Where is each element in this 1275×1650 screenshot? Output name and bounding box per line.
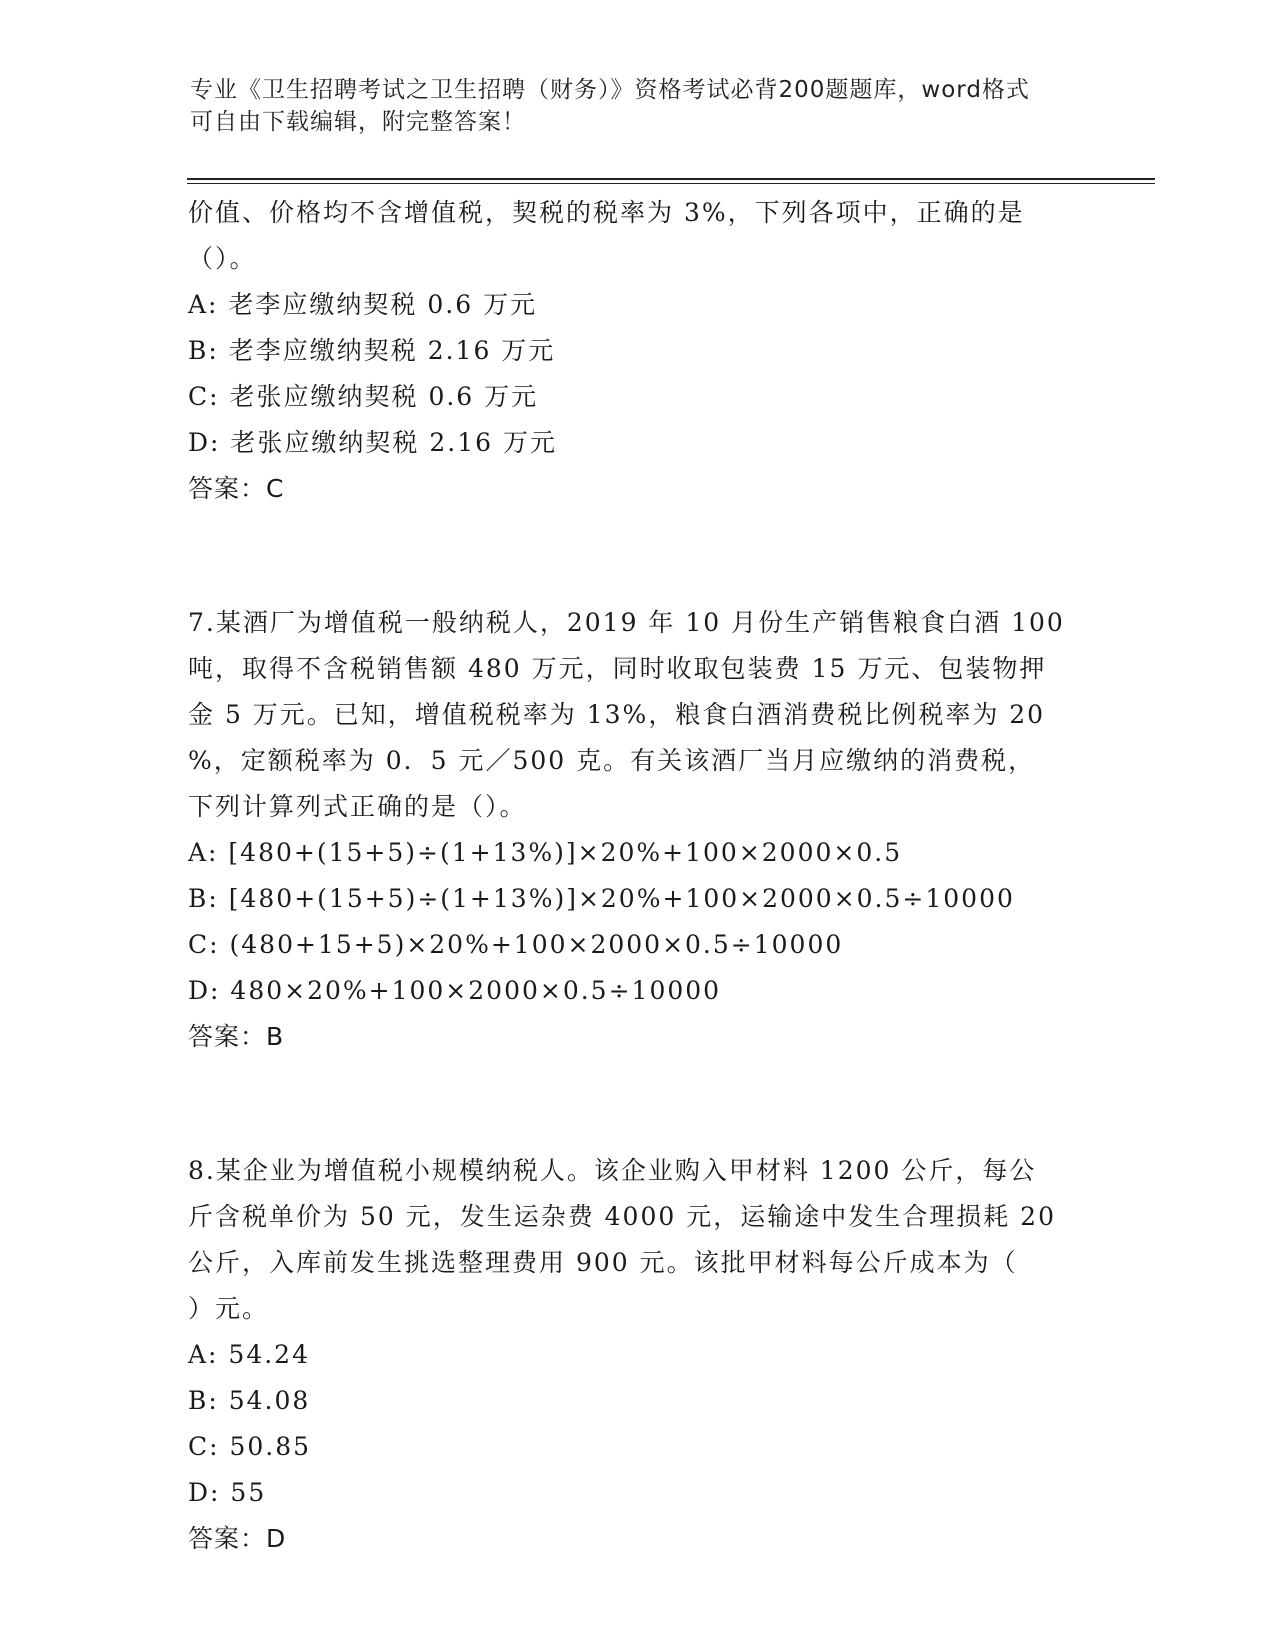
question-7-option-a: A: [480+(15+5)÷(1+13%)]×20%+100×2000×0.5: [188, 838, 903, 867]
question-8-option-c: C: 50.85: [188, 1432, 312, 1461]
question-6-option-c: C: 老张应缴纳契税 0.6 万元: [188, 382, 539, 411]
question-8-option-b: B: 54.08: [188, 1386, 311, 1415]
question-6-option-a: A: 老李应缴纳契税 0.6 万元: [188, 290, 538, 319]
question-6: [188, 190, 1088, 512]
question-8: [188, 1148, 1088, 1562]
question-7-stem-line: %，定额税率为 0．5 元／500 克。有关该酒厂当月应缴纳的消费税，: [188, 746, 1036, 775]
question-6-option-d: D: 老张应缴纳契税 2.16 万元: [188, 428, 557, 457]
header-line-1: 专业《卫生招聘考试之卫生招聘（财务）》资格考试必背200题题库，word格式: [190, 77, 1030, 103]
question-6-stem-line: （）。: [188, 244, 257, 273]
question-8-stem-line: 8.某企业为增值税小规模纳税人。该企业购入甲材料 1200 公斤，每公: [188, 1156, 1037, 1185]
question-8-option-d: D: 55: [188, 1478, 267, 1507]
question-8-answer: 答案：D: [188, 1524, 287, 1553]
question-8-stem-line: ）元。: [188, 1294, 270, 1323]
question-6-stem-line: 价值、价格均不含增值税，契税的税率为 3%，下列各项中，正确的是: [188, 198, 1025, 227]
question-7-option-b: B: [480+(15+5)÷(1+13%)]×20%+100×2000×0.5÷10000: [188, 884, 1015, 913]
question-spacer: [188, 1060, 1088, 1148]
question-spacer: [188, 512, 1088, 600]
question-6-option-b: B: 老李应缴纳契税 2.16 万元: [188, 336, 556, 365]
header-rule-thin: [187, 183, 1155, 184]
question-7-stem-line: 吨，取得不含税销售额 480 万元，同时收取包装费 15 万元、包装物押: [188, 654, 1047, 683]
question-6-answer: 答案：C: [188, 474, 285, 503]
question-7-option-d: D: 480×20%+100×2000×0.5÷10000: [188, 976, 722, 1005]
question-7: [188, 600, 1088, 1060]
question-7-stem-line: 7.某酒厂为增值税一般纳税人，2019 年 10 月份生产销售粮食白酒 100: [188, 608, 1065, 637]
document-header: [190, 74, 1090, 138]
question-content: [188, 190, 1088, 1562]
question-7-stem-line: 金 5 万元。已知，增值税税率为 13%，粮食白酒消费税比例税率为 20: [188, 700, 1046, 729]
question-7-answer: 答案：B: [188, 1022, 285, 1051]
question-8-stem-line: 斤含税单价为 50 元，发生运杂费 4000 元，运输途中发生合理损耗 20: [188, 1202, 1056, 1231]
header-line-2: 可自由下载编辑，附完整答案！: [190, 109, 526, 135]
header-rule-thick: [187, 178, 1155, 180]
question-7-option-c: C: (480+15+5)×20%+100×2000×0.5÷10000: [188, 930, 844, 959]
question-8-option-a: A: 54.24: [188, 1340, 310, 1369]
question-8-stem-line: 公斤，入库前发生挑选整理费用 900 元。该批甲材料每公斤成本为（: [188, 1248, 1018, 1277]
question-7-stem-line: 下列计算列式正确的是（）。: [188, 792, 527, 821]
